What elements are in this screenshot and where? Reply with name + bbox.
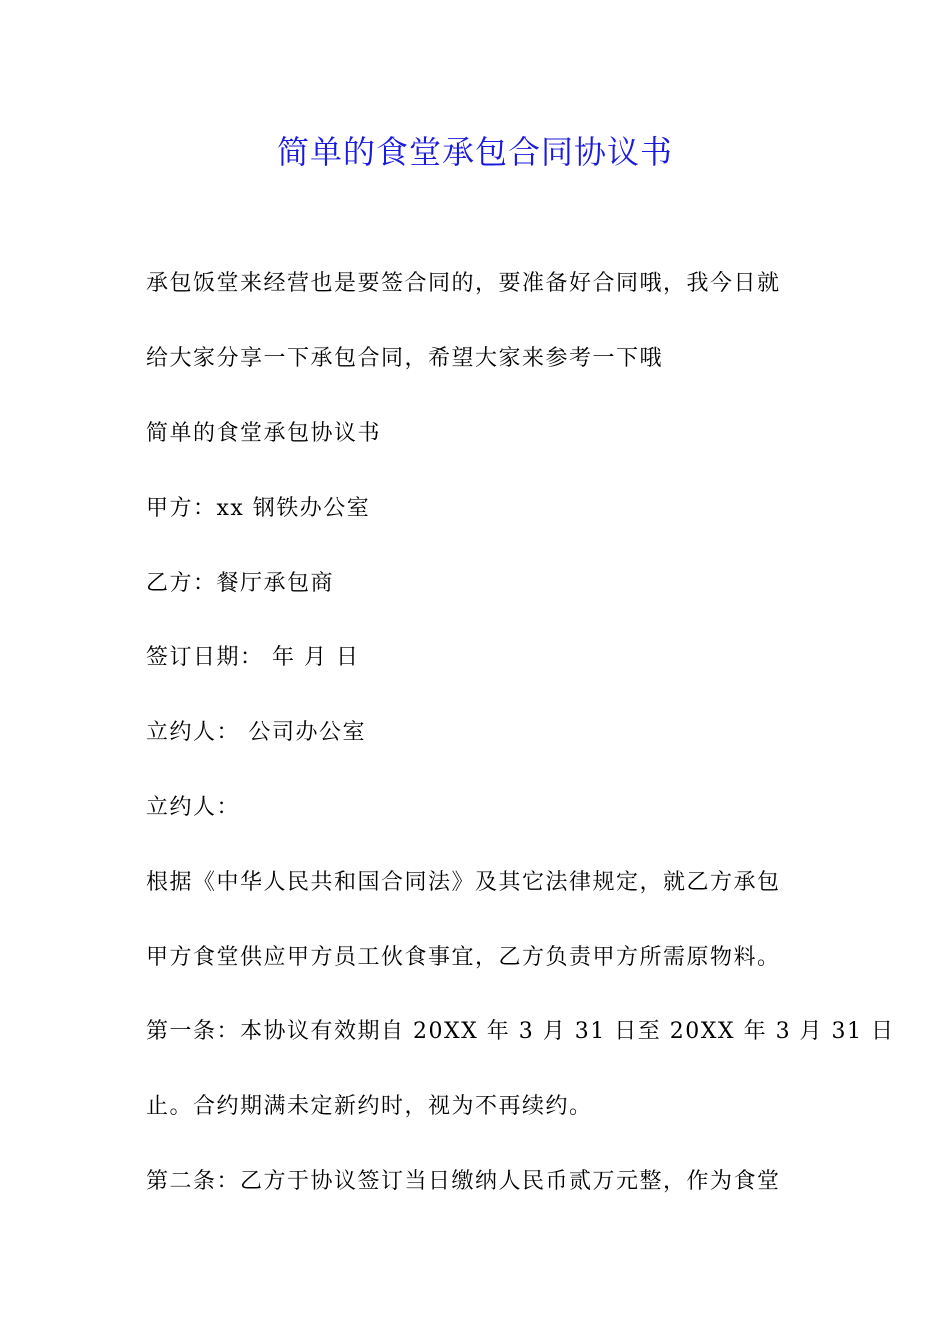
party-a-line: 甲方：xx 钢铁办公室	[146, 496, 371, 521]
preamble-line-2: 甲方食堂供应甲方员工伙食事宜，乙方负责甲方所需原物料。	[146, 945, 781, 970]
signatory-line-1: 立约人： 公司办公室	[146, 720, 366, 745]
article-1-line-2: 止。合约期满未定新约时，视为不再续约。	[146, 1094, 593, 1119]
document-title: 简单的食堂承包合同协议书	[276, 133, 673, 171]
signing-date-line: 签订日期： 年 月 日	[146, 645, 360, 670]
signatory-line-2: 立约人：	[146, 795, 241, 820]
agreement-heading: 简单的食堂承包协议书	[146, 421, 382, 446]
intro-line-1: 承包饭堂来经营也是要签合同的，要准备好合同哦，我今日就	[146, 271, 781, 296]
article-2-line-1: 第二条：乙方于协议签订当日缴纳人民币贰万元整，作为食堂	[146, 1169, 781, 1194]
preamble-line-1: 根据《中华人民共和国合同法》及其它法律规定，就乙方承包	[146, 870, 781, 895]
intro-line-2: 给大家分享一下承包合同，希望大家来参考一下哦	[146, 346, 664, 371]
party-b-line: 乙方：餐厅承包商	[146, 571, 335, 596]
article-1-line-1: 第一条：本协议有效期自 20XX 年 3 月 31 日至 20XX 年 3 月 31 日	[146, 1019, 895, 1044]
